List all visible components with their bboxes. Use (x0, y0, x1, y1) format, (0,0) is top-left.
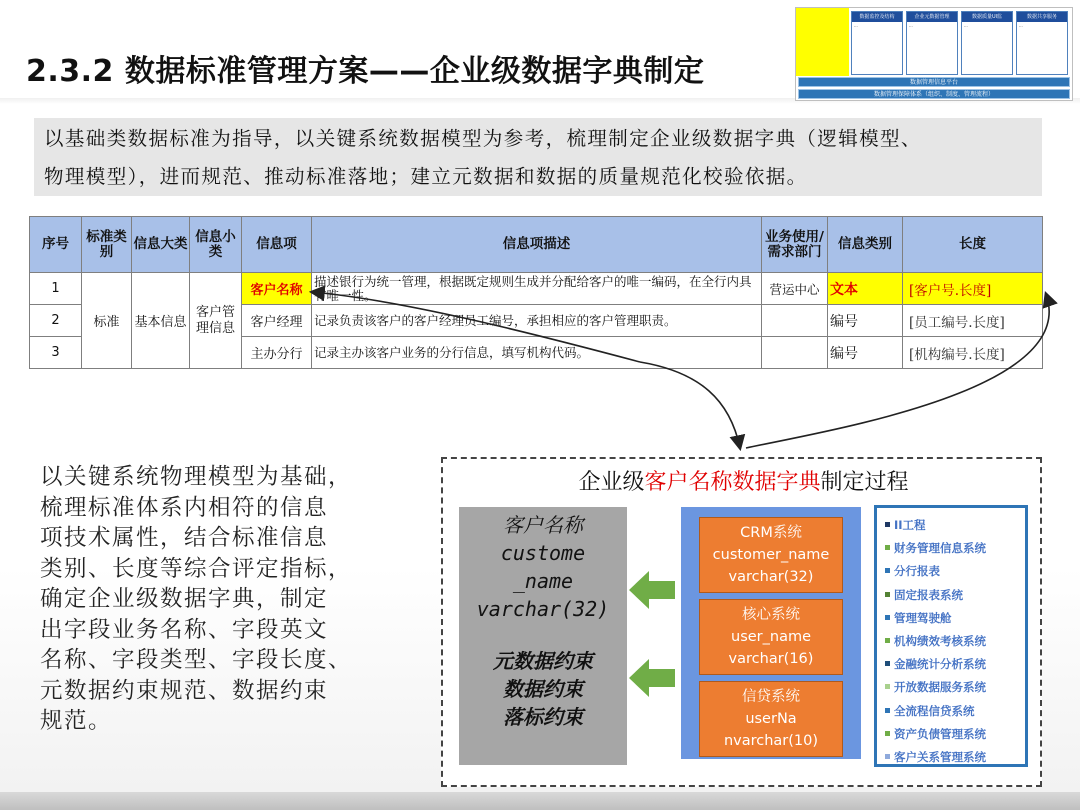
system-list-label: 资产负债管理系统 (894, 726, 986, 741)
system-name: CRM系统 (740, 525, 802, 541)
row-number: 2 (30, 305, 82, 337)
intro-text-box (34, 118, 1042, 196)
column-header: 信息项 (242, 217, 312, 273)
table-header-row (30, 217, 1043, 273)
thumbnail-column-header: 数据质量Ul监 (962, 12, 1012, 22)
bullet-square-icon (885, 684, 890, 689)
row-number: 3 (30, 337, 82, 369)
info-type-cell: 编号 (828, 337, 903, 369)
paragraph-line: 确定企业级数据字典，制定 (40, 586, 329, 612)
department-cell (762, 337, 828, 369)
system-field: userNa (745, 711, 797, 727)
department-cell: 营运中心 (762, 273, 828, 305)
bullet-square-icon (885, 731, 890, 736)
system-list-label: 管理驾驶舱 (894, 610, 952, 625)
column-header: 信息项描述 (312, 217, 762, 273)
thumbnail-column-header: 数据共享服务 (1017, 12, 1067, 22)
system-list-label: 客户关系管理系统 (894, 750, 986, 765)
system-list-item (885, 746, 1025, 769)
info-item-cell: 客户经理 (242, 305, 312, 337)
paragraph-line: 出字段业务名称、字段英文 (40, 616, 329, 643)
info-type-cell: 编号 (828, 305, 903, 337)
left-arrow-icon (629, 571, 675, 609)
standard-category-cell: 标准 (82, 273, 132, 369)
thumbnail-column-body: ··· (909, 24, 913, 29)
thumbnail-guarantee-bar: 数据管理保障体系（组织、制度、管理流程） (798, 89, 1070, 99)
minor-category-cell: 客户管理信息 (190, 273, 242, 369)
thumbnail-column-body: ··· (1019, 24, 1023, 29)
paragraph-line: 名称、字段类型、字段长度、 (40, 647, 353, 673)
data-dictionary-table (29, 216, 1043, 369)
bullet-square-icon (885, 615, 890, 620)
system-card-credit (699, 681, 843, 757)
system-list-label: 机构绩效考核系统 (894, 634, 986, 649)
system-name: 信贷系统 (742, 689, 800, 705)
column-header: 信息类别 (828, 217, 903, 273)
column-header: 长度 (903, 217, 1043, 273)
system-list-item (885, 514, 1025, 537)
system-list-label: II工程 (894, 518, 926, 532)
paragraph-line: 项技术属性，结合标准信息 (40, 525, 329, 551)
description-cell: 记录主办该客户业务的分行信息，填写机构代码。 (312, 337, 762, 369)
row-number: 1 (30, 273, 82, 305)
column-header: 信息大类 (132, 217, 190, 273)
system-list-item (885, 653, 1025, 676)
system-list-label: 固定报表系统 (894, 587, 963, 602)
system-list-label: 开放数据服务系统 (894, 680, 986, 695)
info-type-cell: 文本 (828, 273, 903, 305)
thumbnail-platform-bar: 数据管理信息平台 (798, 77, 1070, 87)
system-field-type: nvarchar(10) (723, 733, 819, 749)
thumbnail-column-body: ··· (964, 24, 968, 29)
system-list-item (885, 630, 1025, 653)
bullet-square-icon (885, 592, 890, 597)
process-title-highlight: 客户名称数据字典 (644, 470, 821, 495)
paragraph-line: 以关键系统物理模型为基础， (40, 464, 353, 490)
info-item-cell: 客户名称 (242, 273, 312, 305)
length-cell: [员工编号.长度] (903, 305, 1043, 337)
system-list-item (885, 560, 1025, 583)
unified-field-card (459, 507, 627, 765)
system-list-item (885, 584, 1025, 607)
bullet-square-icon (885, 708, 890, 713)
process-title-prefix: 企业级 (578, 470, 645, 495)
major-category-cell: 基本信息 (132, 273, 190, 369)
info-item-cell: 主办分行 (242, 337, 312, 369)
bullet-square-icon (885, 638, 890, 643)
bullet-square-icon (885, 545, 890, 550)
paragraph-line: 元数据约束规范、数据约束 (40, 677, 329, 704)
system-list-item (885, 537, 1025, 560)
system-list-panel (874, 505, 1028, 767)
bullet-square-icon (885, 754, 890, 759)
field-english-name: custome (500, 541, 586, 565)
length-cell: [机构编号.长度] (903, 337, 1043, 369)
system-list-label: 全流程信贷系统 (894, 703, 975, 718)
thumbnail-column (851, 11, 903, 75)
footer-band (0, 792, 1080, 810)
system-list-item (885, 700, 1025, 723)
intro-line: 物理模型），进而规范、推动标准落地；建立元数据和数据的质量规范化校验依据。 (44, 165, 808, 188)
bullet-square-icon (885, 661, 890, 666)
system-list-item (885, 723, 1025, 746)
thumbnail-column (906, 11, 958, 75)
field-business-name: 客户名称 (503, 513, 583, 537)
bullet-square-icon (885, 522, 890, 527)
column-header: 业务使用/需求部门 (762, 217, 828, 273)
length-cell: [客户号.长度] (903, 273, 1043, 305)
architecture-thumbnail (795, 7, 1073, 101)
table-row (30, 273, 1043, 305)
thumbnail-column (961, 11, 1013, 75)
field-type: varchar(32) (476, 597, 610, 621)
system-field: customer_name (712, 547, 830, 563)
constraint-list (459, 647, 627, 731)
intro-line: 以基础类数据标准为指导，以关键系统数据模型为参考，梳理制定企业级数据字典（逻辑模型、 (44, 127, 922, 150)
constraint-item: 元数据约束 (493, 649, 593, 673)
system-list-item (885, 676, 1025, 699)
process-title (443, 465, 1044, 496)
system-field: user_name (731, 629, 811, 645)
paragraph-line: 规范。 (40, 708, 113, 734)
department-cell (762, 305, 828, 337)
system-name: 核心系统 (742, 607, 800, 623)
thumbnail-column (1016, 11, 1068, 75)
thumbnail-column-header: 数据监控及结构 (852, 12, 902, 22)
description-cell: 记录负责该客户的客户经理员工编号，承担相应的客户管理职责。 (312, 305, 762, 337)
column-header: 标准类别 (82, 217, 132, 273)
thumbnail-column-header: 企业元数据管理 (907, 12, 957, 22)
column-header: 序号 (30, 217, 82, 273)
bullet-square-icon (885, 568, 890, 573)
constraint-item: 落标约束 (503, 705, 583, 729)
unified-field-definition (459, 511, 627, 623)
page-title: 2.3.2 数据标准管理方案——企业级数据字典制定 (26, 54, 705, 89)
left-arrow-icon (629, 659, 675, 697)
system-card-crm (699, 517, 843, 593)
system-list-label: 金融统计分析系统 (894, 657, 986, 672)
constraint-item: 数据约束 (503, 677, 583, 701)
paragraph-line: 类别、长度等综合评定指标， (40, 555, 353, 582)
source-systems-panel (681, 507, 861, 759)
thumbnail-column-body: ··· (854, 24, 858, 29)
description-cell: 描述银行为统一管理，根据既定规则生成并分配给客户的唯一编码，在全行内具有唯一性。 (312, 273, 762, 305)
paragraph-line: 梳理标准体系内相符的信息 (40, 494, 329, 521)
system-field-type: varchar(16) (728, 651, 814, 667)
system-card-core (699, 599, 843, 675)
method-paragraph (40, 462, 390, 737)
dictionary-process-diagram (441, 457, 1042, 787)
system-field-type: varchar(32) (728, 569, 814, 585)
field-english-name-cont: _name (512, 569, 574, 593)
thumbnail-highlight (796, 8, 849, 76)
system-list-item (885, 607, 1025, 630)
system-list-label: 分行报表 (894, 564, 940, 579)
process-title-suffix: 制定过程 (820, 470, 909, 495)
column-header: 信息小类 (190, 217, 242, 273)
system-list-label: 财务管理信息系统 (894, 541, 986, 556)
